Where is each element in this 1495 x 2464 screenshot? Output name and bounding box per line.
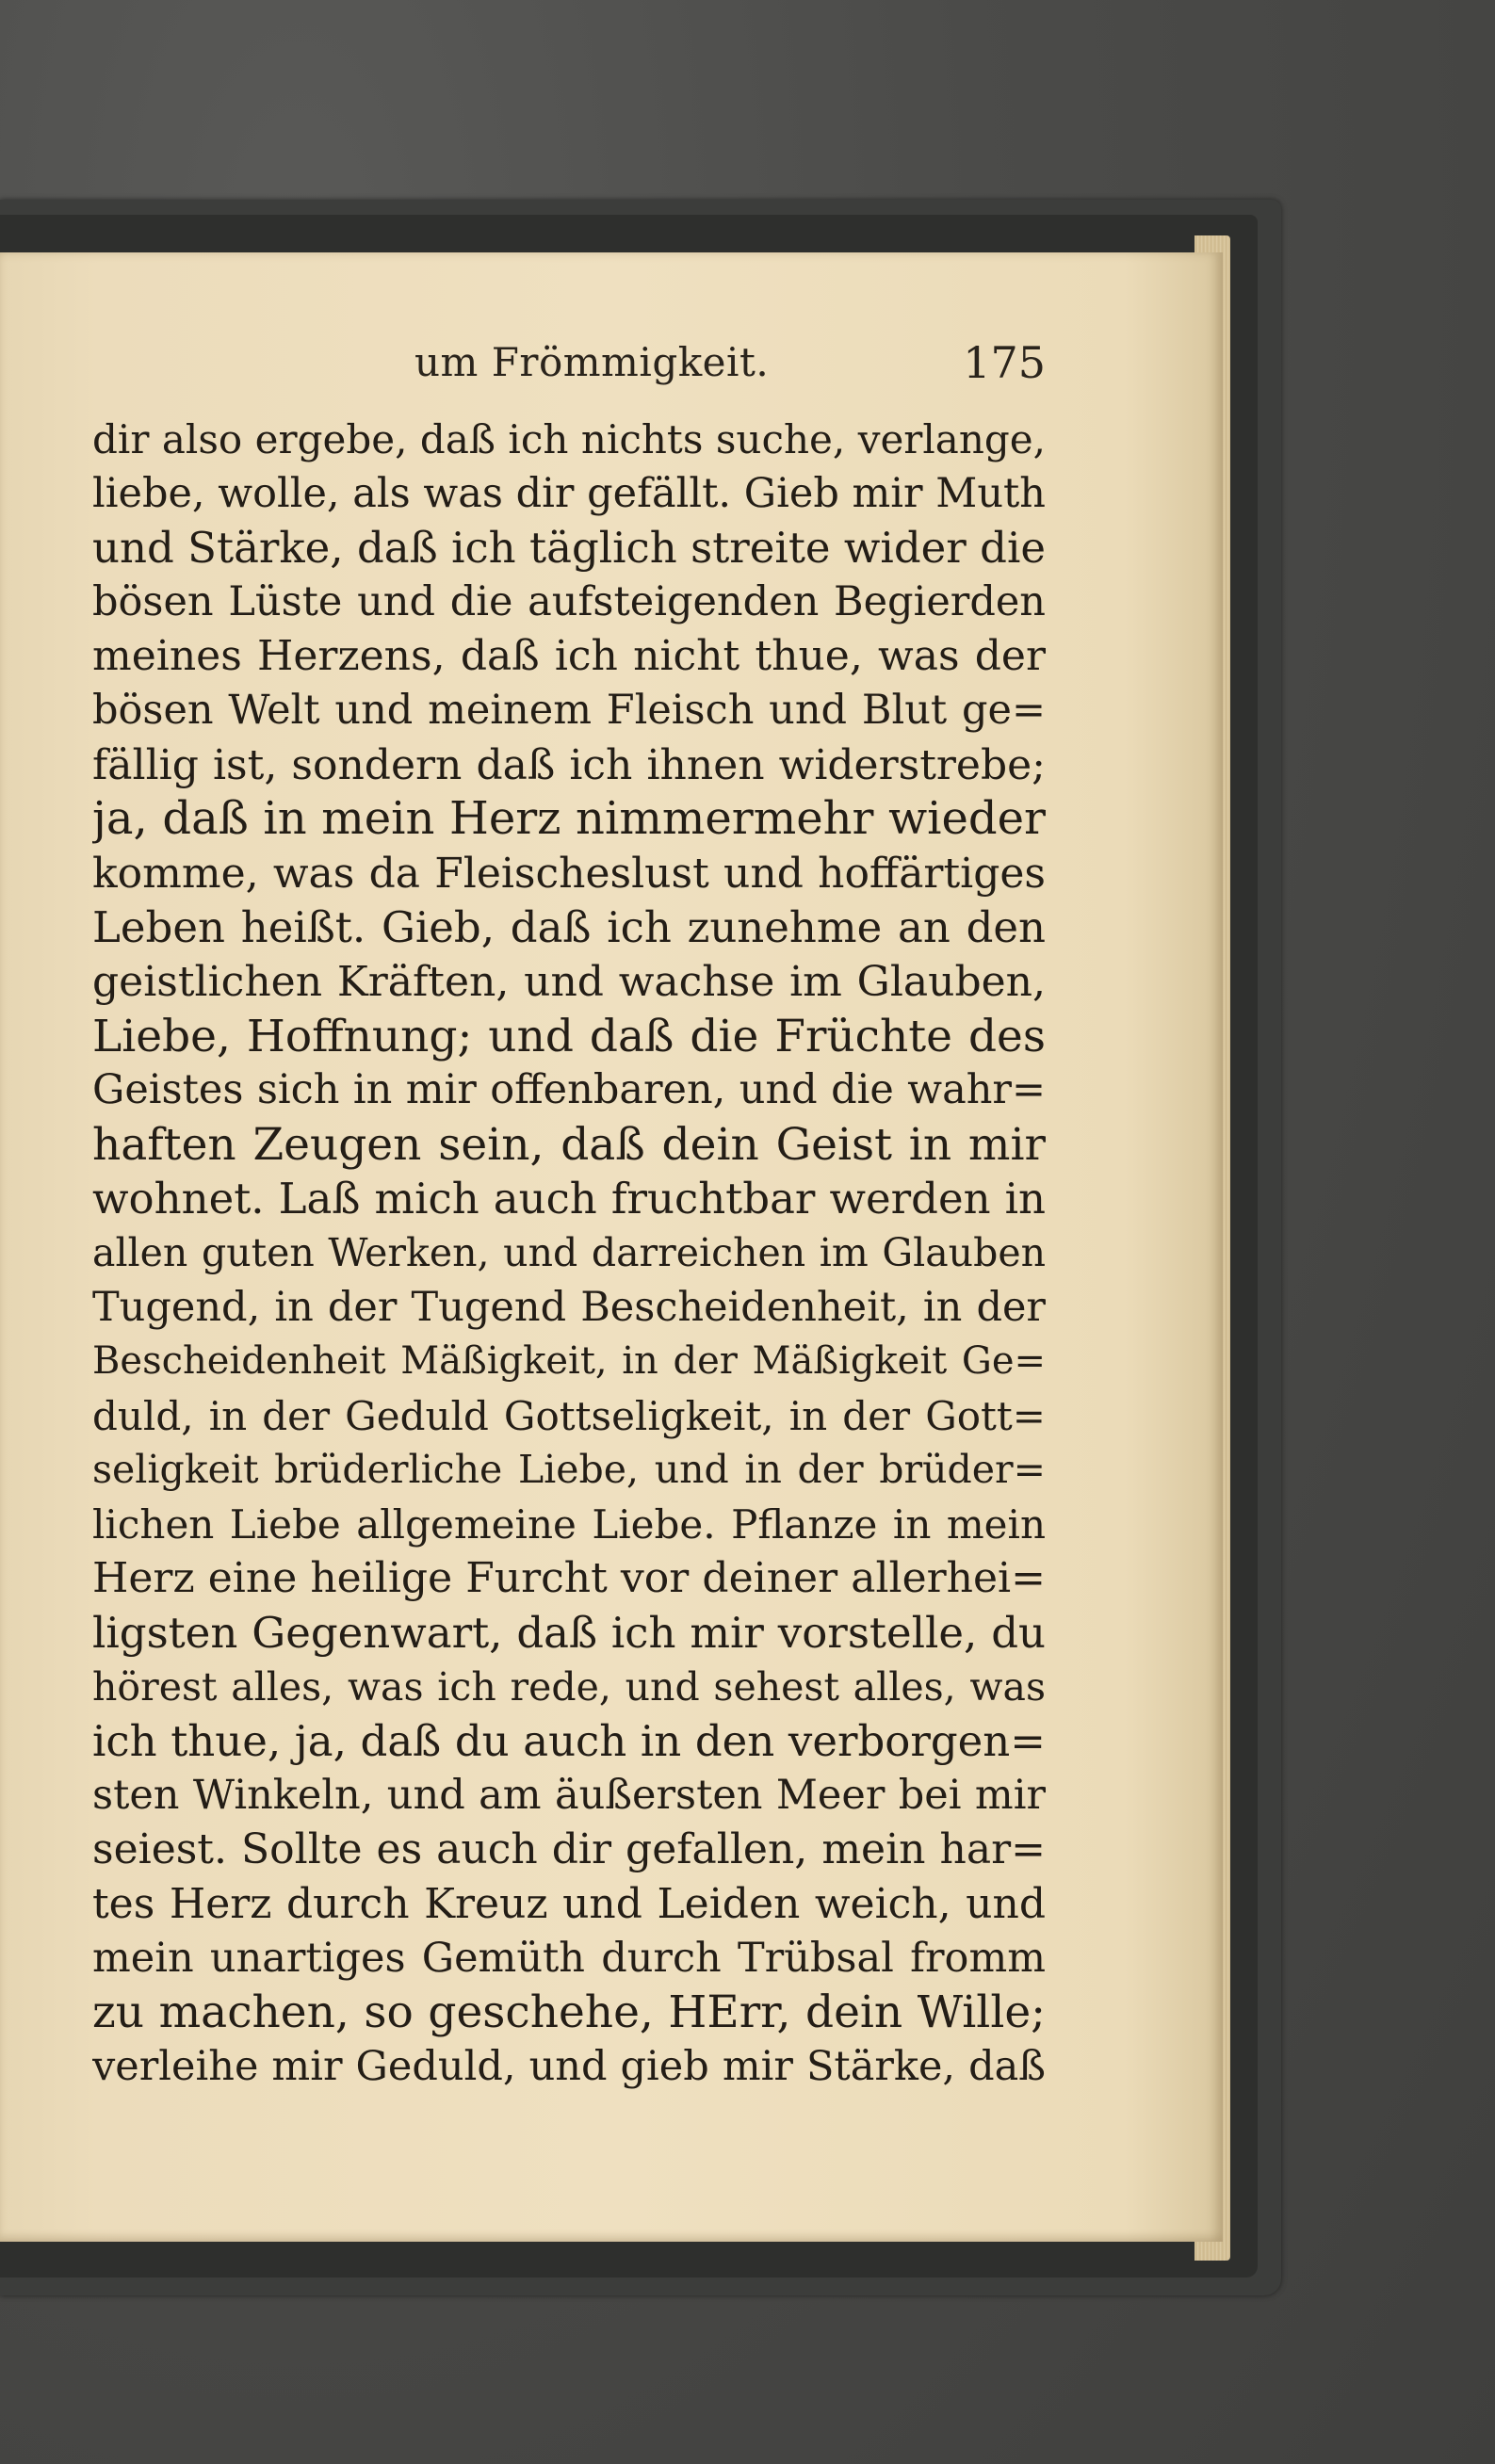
text-line: allen guten Werken, und darreichen im Glauben xyxy=(92,1229,1046,1275)
text-line: mein unartiges Gemüth durch Trübsal fromm xyxy=(92,1934,1046,1982)
text-line: bösen Welt und meinem Fleisch und Blut ge= xyxy=(92,686,1046,734)
text-line: seligkeit brüderliche Liebe, und in der brüder= xyxy=(92,1447,1046,1493)
text-line: ja, daß in mein Herz nimmermehr wieder xyxy=(92,792,1046,846)
text-line: dir also ergebe, daß ich nichts suche, verlange, xyxy=(92,416,1046,462)
text-line: Herz eine heilige Furcht vor deiner allerhei= xyxy=(92,1554,1046,1603)
running-title: um Frömmigkeit. xyxy=(414,339,770,385)
text-line: Leben heißt. Gieb, daß ich zunehme an den xyxy=(92,902,1046,953)
text-line: seiest. Sollte es auch dir gefallen, mein har= xyxy=(92,1825,1046,1874)
text-line: Tugend, in der Tugend Bescheidenheit, in der xyxy=(92,1283,1046,1331)
body-text xyxy=(92,413,1046,2094)
text-line: meines Herzens, daß ich nicht thue, was der xyxy=(92,632,1046,681)
running-head xyxy=(94,339,1046,396)
text-line: geistlichen Kräften, und wachse im Glauben, xyxy=(92,957,1046,1006)
text-line: hörest alles, was ich rede, und sehest alles, was xyxy=(92,1663,1046,1710)
text-line: tes Herz durch Kreuz und Leiden weich, und xyxy=(92,1880,1046,1929)
text-line: wohnet. Laß mich auch fruchtbar werden in xyxy=(92,1174,1046,1224)
text-line: haften Zeugen sein, daß dein Geist in mir xyxy=(92,1118,1046,1171)
text-line: ich thue, ja, daß du auch in den verborgen= xyxy=(92,1716,1046,1767)
text-line: zu machen, so geschehe, HErr, dein Wille; xyxy=(92,1986,1046,2039)
text-line: liebe, wolle, als was dir gefällt. Gieb mir Muth xyxy=(92,469,1046,517)
text-line: lichen Liebe allgemeine Liebe. Pflanze in mein xyxy=(92,1500,1046,1548)
text-line: bösen Lüste und die aufsteigenden Begierden xyxy=(92,577,1046,625)
text-line: duld, in der Geduld Gottseligkeit, in der Gott= xyxy=(92,1392,1046,1439)
text-line: ligsten Gegenwart, daß ich mir vorstelle, du xyxy=(92,1608,1046,1659)
text-line: und Stärke, daß ich täglich streite wider die xyxy=(92,523,1046,574)
text-line: sten Winkeln, und am äußersten Meer bei mir xyxy=(92,1771,1046,1819)
text-line: Liebe, Hoffnung; und daß die Früchte des xyxy=(92,1010,1046,1062)
text-line: verleihe mir Geduld, und gieb mir Stärke, daß xyxy=(92,2042,1046,2090)
text-line: komme, was da Fleischeslust und hoffärtiges xyxy=(92,849,1046,898)
text-line: Geistes sich in mir offenbaren, und die wahr= xyxy=(92,1066,1046,1114)
text-line: fällig ist, sondern daß ich ihnen widerstrebe; xyxy=(92,740,1046,789)
page-number: 175 xyxy=(963,337,1046,388)
text-line: Bescheidenheit Mäßigkeit, in der Mäßigkeit Ge= xyxy=(92,1339,1046,1384)
